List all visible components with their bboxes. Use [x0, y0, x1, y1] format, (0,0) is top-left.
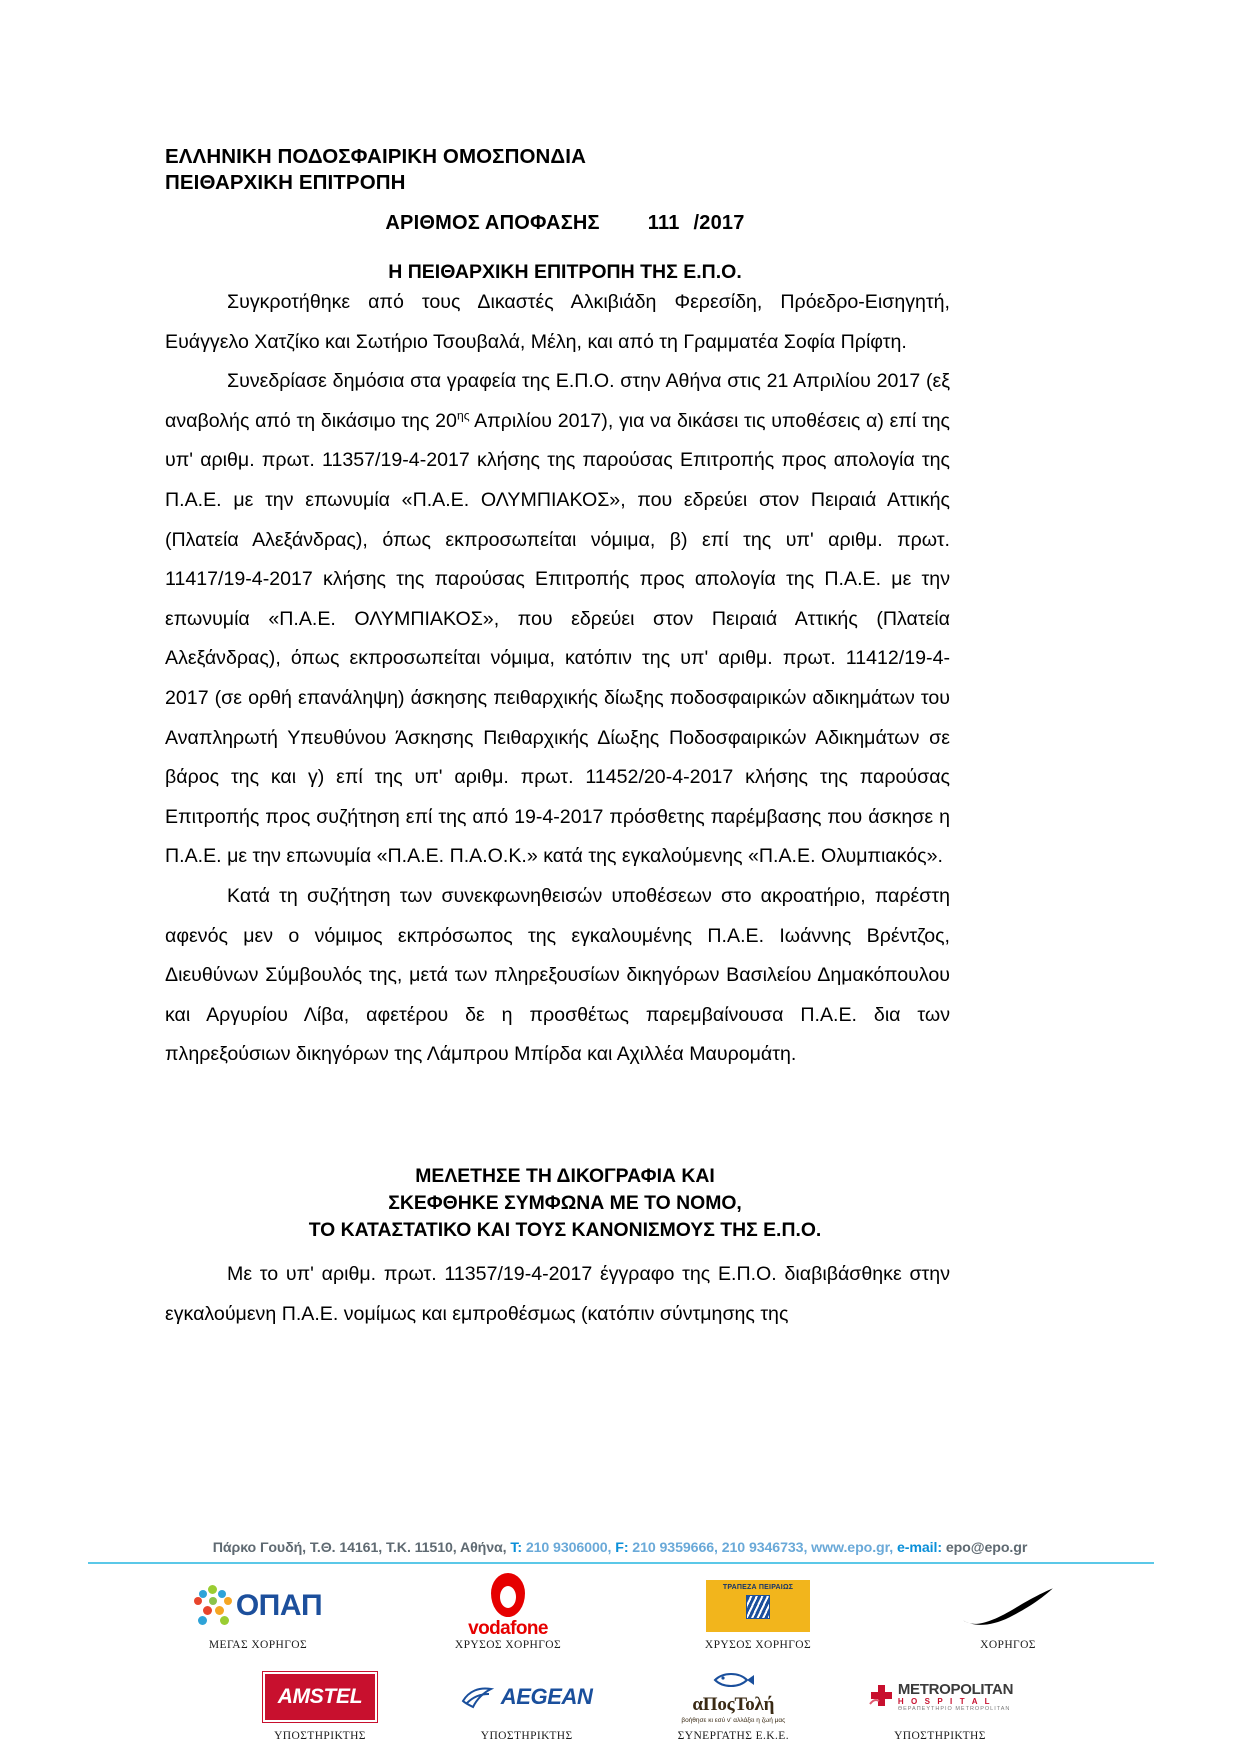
- ordinal-suffix: ης: [456, 408, 470, 423]
- sponsor-tier-label: ΥΠΟΣΤΗΡΙΚΤΗΣ: [894, 1730, 986, 1742]
- sponsor-apostoli: [633, 1669, 833, 1742]
- footer-contact-line: [88, 1540, 1152, 1556]
- decision-year: /2017: [693, 212, 745, 234]
- footer-phone: 210 9306000,: [525, 1540, 612, 1556]
- sponsor-vodafone: [408, 1578, 608, 1651]
- amstel-logo: [220, 1669, 420, 1725]
- letterhead: [165, 144, 1025, 196]
- footer-address: Πάρκο Γουδή, Τ.Θ. 14161, Τ.Κ. 11510, Αθήνα,: [212, 1540, 507, 1556]
- aegean-bird-icon: [461, 1683, 495, 1711]
- sponsor-amstel: [220, 1669, 420, 1742]
- decision-number-value: 111: [647, 212, 680, 234]
- opap-logo: [158, 1578, 358, 1634]
- opap-wordmark: ΟΠΑΠ: [235, 1589, 323, 1622]
- sponsor-row-primary: [130, 1578, 1120, 1651]
- sponsor-tier-label: ΥΠΟΣΤΗΡΙΚΤΗΣ: [480, 1730, 573, 1742]
- page-title: Η ΠΕΙΘΑΡΧΙΚΗ ΕΠΙΤΡΟΠΗ ΤΗΣ Ε.Π.Ο.: [388, 261, 742, 283]
- decision-number-label: ΑΡΙΘΜΟΣ ΑΠΟΦΑΣΗΣ: [385, 212, 600, 234]
- piraeus-wordmark: ΤΡΑΠΕΖΑ ΠΕΙΡΑΙΩΣ: [722, 1584, 794, 1591]
- piraeus-bank-logo: [658, 1578, 858, 1634]
- metropolitan-hospital-logo: [840, 1669, 1040, 1725]
- sponsor-row-secondary: [130, 1669, 1120, 1742]
- footer-website[interactable]: www.epo.gr,: [811, 1540, 894, 1556]
- apostoli-fish-icon: [711, 1671, 755, 1689]
- aegean-logo: [427, 1669, 627, 1725]
- footer-email[interactable]: epo@epo.gr: [945, 1540, 1028, 1556]
- footer-divider: [88, 1562, 1154, 1564]
- medical-cross-icon: [867, 1682, 893, 1712]
- metropolitan-greek-subtitle: ΘΕΡΑΠΕΥΤΗΡΙΟ METROPOLITAN: [897, 1706, 1011, 1713]
- aegean-wordmark: AEGEAN: [500, 1684, 593, 1709]
- sponsor-aegean: [427, 1669, 627, 1742]
- sponsor-opap: [158, 1578, 358, 1651]
- sponsor-metropolitan: [840, 1669, 1040, 1742]
- sponsor-nike: [908, 1578, 1108, 1651]
- metropolitan-wordmark: METROPOLITAN: [897, 1680, 1014, 1698]
- session-text-part2: Απριλίου 2017), για να δικάσει τις υποθέσεις α) επί της υπ' αριθμ. πρωτ. 11357/19-4-2017 κλήσης της παρούσας Επιτροπής προς απολογία της Π.Α.Ε. με την επωνυμία «Π.Α.Ε. ΟΛΥΜΠΙΑΚΟΣ», που εδρεύει στον Πειραιά Αττικής (Πλατεία Αλεξάνδρας), όπως εκπροσωπείται νόμιμα, β) επί της υπ' αριθμ. πρωτ. 11417/19-4-2017 κλήσης της παρούσας Επιτροπής προς απολογία της Π.Α.Ε. με την επωνυμία «Π.Α.Ε. ΟΛΥΜΠΙΑΚΟΣ», που εδρεύει στον Πειραιά Αττικής (Πλατεία Αλεξάνδρας), όπως εκπροσωπείται νόμιμα, κατόπιν της υπ' αριθμ. πρωτ. 11412/19-4-2017 (σε ορθή επανάληψη) άσκησης πειθαρχικής δίωξης ποδοσφαιρικών αδικημάτων του Αναπληρωτή Υπευθύνου Άσκησης Πειθαρχικής Δίωξης Ποδοσφαιρικών Αδικημάτων σε βάρος της και γ) επί της υπ' αριθμ. πρωτ. 11452/20-4-2017 κλήσης της παρούσας Επιτροπής προς συζήτηση επί της από 19-4-2017 πρόσθετης παρέμβασης που άσκησε η Π.Α.Ε. με την επωνυμία «Π.Α.Ε. Π.Α.Ο.Κ.» κατά της εγκαλούμενης «Π.Α.Ε. Ολυμπιακός».: [165, 409, 951, 868]
- sponsor-tier-label: ΧΡΥΣΟΣ ΧΟΡΗΓΟΣ: [704, 1639, 812, 1651]
- footer-fax-label: F:: [615, 1540, 629, 1556]
- organization-name: ΕΛΛΗΝΙΚΗ ΠΟΔΟΣΦΑΙΡΙΚΗ ΟΜΟΣΠΟΝΔΙΑ: [165, 145, 586, 168]
- sponsor-tier-label: ΥΠΟΣΤΗΡΙΚΤΗΣ: [274, 1730, 366, 1742]
- paragraph-session: [165, 362, 950, 877]
- vodafone-wordmark: vodafone: [468, 1617, 548, 1639]
- sponsor-grid: [130, 1578, 1120, 1742]
- vodafone-quote-icon: [491, 1573, 525, 1617]
- sponsor-tier-label: ΣΥΝΕΡΓΑΤΗΣ Ε.Κ.Ε.: [677, 1730, 789, 1742]
- closing-paragraph-container: [165, 1255, 950, 1334]
- apostoli-tagline: βοήθησε κι εσύ ν' αλλάξει η ζωή μας: [681, 1716, 786, 1724]
- committee-name: ΠΕΙΘΑΡΧΙΚΗ ΕΠΙΤΡΟΠΗ: [165, 171, 406, 194]
- nike-swoosh-logo: [908, 1578, 1108, 1634]
- apostoli-logo: [633, 1669, 833, 1725]
- footer-fax: 210 9359666, 210 9346733,: [632, 1540, 808, 1556]
- footer-email-label: e-mail:: [896, 1540, 942, 1556]
- sponsor-tier-label: ΧΡΥΣΟΣ ΧΟΡΗΓΟΣ: [454, 1639, 562, 1651]
- vodafone-logo: [408, 1578, 608, 1639]
- piraeus-emblem-icon: [746, 1595, 770, 1619]
- amstel-wordmark: AMSTEL: [277, 1685, 363, 1708]
- paragraph-hearing: Κατά τη συζήτηση των συνεκφωνηθεισών υποθέσεων στο ακροατήριο, παρέστη αφενός μεν ο νόμιμος εκπρόσωπος της εγκαλουμένης Π.Α.Ε. Ιωάννης Βρέντζος, Διευθύνων Σύμβουλός της, μετά των πληρεξουσίων δικηγόρων Βασιλείου Δημακόπουλου και Αργυρίου Λίβα, αφετέρου δε η προσθέτως παρεμβαίνουσα Π.Α.Ε. δια των πληρεξούσιων δικηγόρων της Λάμπρου Μπίρδα και Αχιλλέα Μαυρομάτη.: [165, 884, 950, 1066]
- decision-number-line: [165, 212, 965, 235]
- sponsor-tier-label: ΧΟΡΗΓΟΣ: [980, 1639, 1036, 1651]
- session-text-part1: Συνεδρίασε δημόσια στα γραφεία της Ε.Π.Ο. στην Αθήνα στις 21 Απριλίου 2017 (εξ αναβολής από τη δικάσιμο της 20: [165, 370, 950, 432]
- sponsor-tier-label: ΜΕΓΑΣ ΧΟΡΗΓΟΣ: [208, 1639, 308, 1651]
- opap-figure-icon: [194, 1585, 234, 1627]
- verdict-heading-line-3: ΤΟ ΚΑΤΑΣΤΑΤΙΚΟ ΚΑΙ ΤΟΥΣ ΚΑΝΟΝΙΣΜΟΥΣ ΤΗΣ Ε.Π.Ο.: [308, 1219, 822, 1241]
- verdict-heading-line-2: ΣΚΕΦΘΗΚΕ ΣΥΜΦΩΝΑ ΜΕ ΤΟ ΝΟΜΟ,: [388, 1192, 742, 1214]
- document-body: [165, 283, 950, 1075]
- verdict-heading-line-1: ΜΕΛΕΤΗΣΕ ΤΗ ΔΙΚΟΓΡΑΦΙΑ ΚΑΙ: [415, 1165, 715, 1187]
- sponsor-piraeus-bank: [658, 1578, 858, 1651]
- apostoli-wordmark: αΠοςΤολή: [692, 1693, 775, 1715]
- nike-swoosh-icon: [960, 1586, 1056, 1626]
- paragraph-composition: Συγκροτήθηκε από τους Δικαστές Αλκιβιάδη Φερεσίδη, Πρόεδρο-Εισηγητή, Ευάγγελο Χατζίκο και Σωτήριο Τσουβαλά, Μέλη, και από τη Γραμματέα Σοφία Πρίφτη.: [165, 291, 950, 353]
- verdict-heading: [165, 1163, 965, 1244]
- closing-paragraph: Με το υπ' αριθμ. πρωτ. 11357/19-4-2017 έγγραφο της Ε.Π.Ο. διαβιβάσθηκε στην εγκαλούμενη Π.Α.Ε. νομίμως και εμπροθέσμως (κατόπιν σύντμησης της: [165, 1263, 950, 1325]
- metropolitan-subtitle: H O S P I T A L: [897, 1697, 993, 1707]
- footer-phone-label: T:: [510, 1540, 522, 1556]
